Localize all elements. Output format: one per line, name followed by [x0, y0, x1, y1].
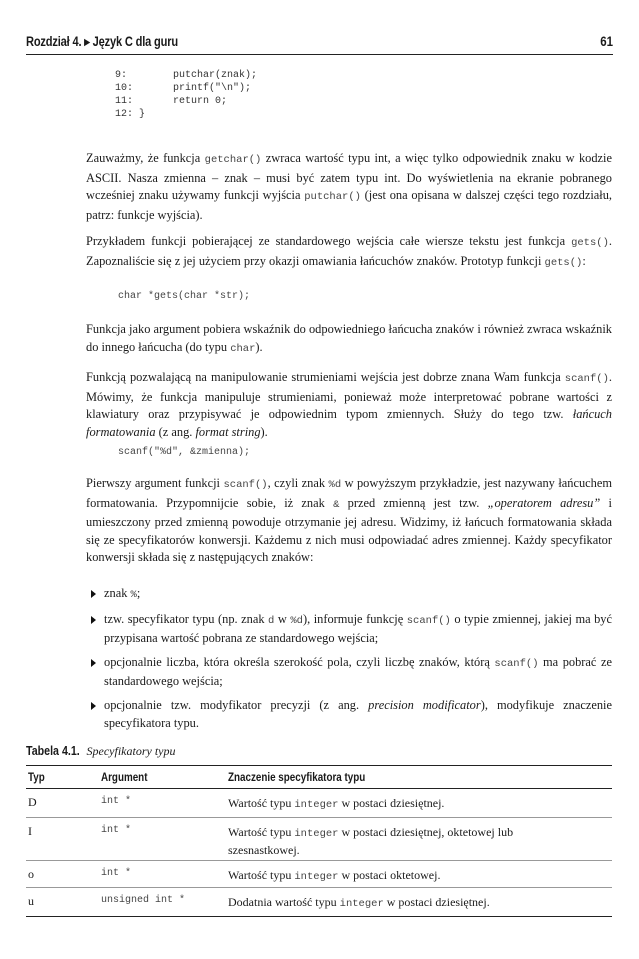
bullet-icon — [91, 590, 96, 598]
text: opcjonalnie tzw. modyfikator precyzji (z ang. — [104, 697, 369, 712]
bullet-icon — [91, 616, 96, 624]
list-item — [86, 585, 612, 605]
cell-meaning: Dodatnia wartość typu integer w postaci dziesiętnej. — [228, 895, 490, 910]
text: w powyższym przykładzie, jest nazywany łańcuchem formatowania. Przypomnijcie sobie, iż znak — [86, 476, 612, 510]
list-item — [86, 697, 612, 732]
paragraph-scanf — [86, 369, 612, 441]
text: . Mówimy, że funkcja manipuluje strumieniami, ponieważ może interpretować pobrane wartości z klawiatury oraz przypisywać je odpowiednim typom zmiennych. Służy do tego tzw. — [86, 370, 612, 422]
table-title: Specyfikatory typu — [86, 744, 176, 758]
code-listing — [115, 69, 257, 121]
code-text: } — [139, 109, 146, 120]
code-line — [115, 82, 257, 95]
code-line — [115, 108, 257, 121]
text: ), informuje funkcję — [302, 611, 407, 626]
cell-argument: int * — [101, 868, 132, 879]
line-number: 10: — [115, 83, 134, 94]
text: ma pobrać ze standardowego wejścia; — [104, 654, 612, 689]
cell-meaning: Wartość typu integer w postaci oktetowej. — [228, 868, 441, 883]
text: : — [582, 253, 586, 268]
table-row — [26, 861, 612, 888]
page-number: 61 — [600, 34, 613, 49]
table-row — [26, 818, 612, 861]
cell-argument: int * — [101, 825, 132, 836]
text: (jest ona opisana w dalszej części tego rozdziału, patrz: funkcje wyjścia). — [86, 188, 612, 222]
text: o typie zmiennej, jakiej ma być przypisana wartość pobrana ze standardowego wejścia; — [104, 611, 612, 646]
inline-code: getchar() — [204, 154, 262, 166]
cell-meaning: Wartość typu integer w postaci dziesiętnej, oktetowej lub szesnastkowej. — [228, 825, 514, 857]
text: w — [274, 611, 291, 626]
text: ). — [260, 424, 268, 439]
table-row — [26, 789, 612, 818]
code-line — [115, 95, 257, 108]
cell-meaning: Wartość typu integer w postaci dziesiętnej. — [228, 796, 445, 811]
italic-term: „operatorem adresu” — [487, 495, 601, 510]
inline-code: gets() — [544, 256, 583, 269]
inline-code: %d — [290, 614, 303, 627]
cell-type: u — [28, 894, 34, 908]
line-number: 9: — [115, 70, 128, 81]
text: Zauważmy, że funkcja — [86, 151, 205, 165]
paragraph-format-string — [86, 475, 612, 567]
inline-code: putchar() — [304, 191, 361, 204]
line-number: 11: — [115, 96, 134, 107]
text: Funkcją pozwalającą na manipulowanie strumieniami wejścia jest dobrze znana Wam funkcja — [86, 370, 565, 384]
text: ). — [255, 339, 263, 354]
cell-type: o — [28, 867, 34, 881]
inline-code: gets() — [571, 237, 609, 249]
table-caption — [26, 743, 175, 759]
inline-code: d — [268, 614, 275, 627]
text: znak — [104, 586, 131, 600]
code-line — [115, 69, 257, 82]
cell-type: I — [28, 824, 32, 838]
italic-term: precision modificator — [368, 697, 481, 712]
table-header — [26, 765, 612, 789]
paragraph-gets-args — [86, 321, 612, 358]
inline-code: char — [230, 342, 256, 355]
column-header-argument: Argument — [101, 770, 148, 784]
paragraph-gets — [86, 233, 612, 272]
inline-code: scanf() — [223, 479, 268, 491]
italic-term: format string — [195, 424, 261, 439]
inline-code: scanf() — [494, 657, 539, 670]
text: zwraca wartość typu int, a więc tylko odpowiednik znaku w kodzie ASCII. Nasza zmienna – znak – musi być zatem typu int. Do wyświetlenia na ekranie pobranego wcześniej znaku używamy funkcji wyjścia — [86, 151, 612, 203]
line-number: 12: — [115, 109, 134, 120]
text: ), modyfikuje znaczenie specyfikatora typu. — [104, 697, 612, 730]
list-item — [86, 654, 612, 691]
gets-prototype: char *gets(char *str); — [118, 291, 251, 302]
code-text: putchar(znak); — [173, 70, 258, 81]
text: Funkcja jako argument pobiera wskaźnik do odpowiedniego łańcucha znaków i również zwraca wskaźnik do innego łańcucha (do typu — [86, 322, 612, 354]
text: Przykładem funkcji pobierającej ze standardowego wejścia całe wiersze tekstu jest funkcja — [86, 234, 572, 248]
text: i umieszczony przed zmienną powoduje otrzymanie jej adresu. Widzimy, iż łańcuch formatowania składa się ze specyfikatorów konwersji. Każdemu z nich musi odpowiadać adres zmiennej. Każdy specyfikator konwersji składa się z następujących znaków: — [86, 495, 612, 565]
cell-type: D — [28, 795, 37, 809]
text: . Zapoznaliście się z jej użyciem przy okazji omawiania łańcuchów znaków. Prototyp funkcji — [86, 234, 612, 268]
code-text: printf("\n"); — [173, 83, 252, 94]
text: Pierwszy argument funkcji — [86, 476, 224, 490]
cell-argument: unsigned int * — [101, 895, 186, 906]
bullet-icon — [91, 659, 96, 667]
code-text: return 0; — [173, 96, 228, 107]
text: (z ang. — [155, 424, 196, 439]
cell-argument: int * — [101, 796, 132, 807]
inline-code: scanf() — [406, 614, 451, 627]
page-header — [26, 34, 613, 55]
text: ; — [136, 586, 141, 600]
table-row — [26, 888, 612, 917]
inline-code: % — [130, 589, 137, 601]
specifier-list — [86, 585, 612, 738]
inline-code: scanf() — [564, 373, 609, 385]
column-header-meaning: Znaczenie specyfikatora typu — [228, 770, 366, 784]
column-header-type: Typ — [28, 770, 45, 784]
chapter-title: Rozdział 4. ▸ Język C dla guru — [26, 34, 178, 49]
text: opcjonalnie liczba, która określa szerokość pola, czyli liczbę znaków, którą — [104, 654, 495, 669]
text: tzw. specyfikator typu (np. znak — [104, 611, 269, 626]
list-item — [86, 611, 612, 648]
table-label: Tabela 4.1. — [26, 743, 80, 758]
paragraph-getchar — [86, 150, 612, 224]
text: przed zmienną jest tzw. — [339, 495, 488, 510]
scanf-example: scanf("%d", &zmienna); — [118, 447, 251, 458]
inline-code: & — [333, 498, 340, 511]
specifier-table — [26, 765, 612, 917]
italic-term: łańcuch formatowania — [86, 407, 612, 439]
bullet-icon — [91, 702, 96, 710]
text: , czyli znak — [267, 476, 329, 490]
inline-code: %d — [328, 479, 342, 491]
